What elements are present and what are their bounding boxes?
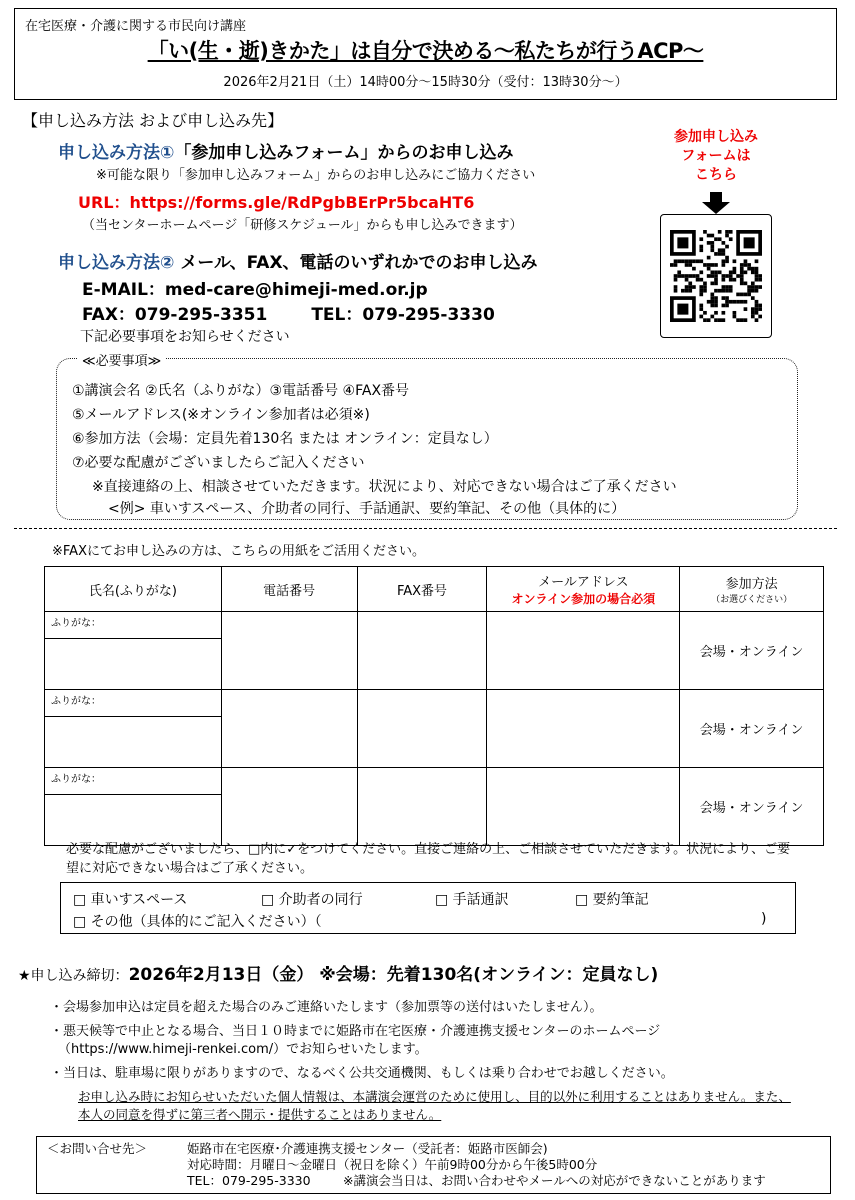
header-method-label: 参加方法: [725, 577, 778, 592]
requirement-line: ※直接連絡の上、相談させていただきます。状況により、対応できない場合はご了承ください: [92, 479, 677, 495]
section-heading: 【申し込み方法 および申し込み先】: [22, 111, 284, 130]
header-email: [487, 567, 680, 612]
event-datetime: 2026年2月21日（土）14時00分～15時30分（受付：13時30分～）: [223, 75, 628, 90]
cut-line: [14, 528, 837, 529]
header-email-required: オンライン参加の場合必須: [511, 592, 656, 606]
header-name: 氏名(ふりがな): [45, 567, 222, 612]
name-field[interactable]: [45, 639, 222, 690]
email-address[interactable]: E-MAIL：med-care@himeji-med.or.jp: [82, 280, 428, 300]
qr-label-line: フォームは: [681, 148, 751, 164]
name-field[interactable]: [45, 795, 222, 846]
other-close-paren: ): [761, 911, 767, 927]
required-note: 下記必要事項をお知らせください: [80, 329, 290, 345]
qr-code-icon[interactable]: [670, 230, 762, 322]
checkbox-wheelchair[interactable]: □ 車いすスペース: [73, 892, 188, 908]
homepage-note: （当センターホームページ「研修スケジュール」からも申し込みできます）: [82, 218, 523, 233]
requirement-line: ①講演会名 ②氏名（ふりがな）③電話番号 ④FAX番号: [72, 383, 410, 399]
method2-prefix: 申し込み方法②: [58, 253, 175, 273]
method2-title: メール、FAX、電話のいずれかでのお申し込み: [174, 253, 538, 273]
header-fax: FAX番号: [357, 567, 487, 612]
method1-heading: [58, 138, 514, 163]
requirement-line: ⑦必要な配慮がございましたらご記入ください: [72, 455, 365, 471]
fax-number: FAX：079-295-3351: [82, 305, 268, 325]
header-method: [680, 567, 824, 612]
requirements-title: ≪必要事項≫: [78, 350, 165, 369]
phone-field[interactable]: [221, 768, 357, 846]
header-email-label: メールアドレス: [538, 575, 629, 590]
email-field[interactable]: [487, 768, 680, 846]
event-title: 「い(生・逝)きかた」は自分で決める～私たちが行うACP～: [147, 39, 704, 63]
furigana-field[interactable]: ふりがな：: [45, 768, 222, 795]
checkbox-caregiver[interactable]: □ 介助者の同行: [261, 892, 363, 908]
checkbox-other[interactable]: □ その他（具体的にご記入ください）（: [73, 914, 322, 930]
phone-field[interactable]: [221, 612, 357, 690]
email-field[interactable]: [487, 612, 680, 690]
table-row: [45, 612, 824, 639]
method1-title: 「参加申し込みフォーム」からのお申し込み: [174, 143, 514, 163]
deadline: [18, 960, 658, 985]
requirement-line: <例> 車いすスペース、介助者の同行、手話通訳、要約筆記、その他（具体的に）: [108, 501, 626, 517]
method1-note: ※可能な限り「参加申し込みフォーム」からのお申し込みにご協力ください: [96, 168, 536, 183]
furigana-field[interactable]: ふりがな：: [45, 690, 222, 717]
fax-field[interactable]: [357, 612, 487, 690]
notice-item: ・会場参加申込は定員を超えた場合のみご連絡いたします（参加票等の送付はいたしません）。: [50, 1000, 603, 1015]
form-url-link[interactable]: URL：https://forms.gle/RdPgbBErPr5bcaHT6: [78, 193, 475, 212]
checkbox-summary-writing[interactable]: □ 要約筆記: [575, 892, 649, 908]
event-header: [14, 8, 837, 100]
qr-code-frame[interactable]: [660, 214, 772, 338]
fax-field[interactable]: [357, 690, 487, 768]
header-method-sub: （お選びください）: [711, 595, 793, 605]
table-row: [45, 690, 824, 717]
name-field[interactable]: [45, 717, 222, 768]
fax-form-note: ※FAXにてお申し込みの方は、こちらの用紙をご活用ください。: [52, 544, 425, 559]
consent-text: 必要な配慮がございましたら、□内に✓をつけてください。直接ご連絡の上、ご相談させていただきます。状況により、ご要望に対応できない場合はご了承ください。: [66, 842, 791, 876]
email-field[interactable]: [487, 690, 680, 768]
header-phone: 電話番号: [221, 567, 357, 612]
deadline-text: 2026年2月13日（金） ※会場：先着130名(オンライン：定員なし): [128, 965, 659, 985]
tel-number[interactable]: TEL：079-295-3330: [311, 305, 495, 325]
contact-hours: 対応時間：月曜日～金曜日（祝日を除く）午前9時00分から午後5時00分: [187, 1157, 598, 1172]
requirement-line: ⑤メールアドレス(※オンライン参加者は必須※): [72, 407, 370, 423]
table-row: [45, 768, 824, 795]
contact-box: [36, 1136, 831, 1194]
method-choice[interactable]: 会場・オンライン: [680, 612, 824, 690]
furigana-field[interactable]: ふりがな：: [45, 612, 222, 639]
fax-tel-line: [82, 300, 495, 325]
contact-org: 姫路市在宅医療･介護連携支援センター（受託者：姫路市医師会): [187, 1141, 548, 1156]
requirement-line: ⑥参加方法（会場：定員先着130名 または オンライン：定員なし）: [72, 431, 498, 447]
contact-tel[interactable]: TEL：079-295-3330: [187, 1173, 311, 1188]
fax-field[interactable]: [357, 768, 487, 846]
qr-label: [660, 128, 772, 185]
method1-prefix: 申し込み方法①: [58, 143, 175, 163]
accommodation-checkboxes: [60, 882, 796, 934]
privacy-notice: お申し込み時にお知らせいただいた個人情報は、本講演会運営のために使用し、目的以外に利用することはありません。また、本人の同意を得ずに第三者へ開示・提供することはありません。: [78, 1089, 791, 1122]
contact-note: ※講演会当日は、お問い合わせやメールへの対応ができないことがあります: [343, 1173, 766, 1188]
method2-heading: [58, 248, 538, 273]
notice-item: ・悪天候等で中止となる場合、当日１０時までに姫路市在宅医療・介護連携支援センターのホームページ: [50, 1024, 661, 1039]
event-subtitle: 在宅医療・介護に関する市民向け講座: [25, 19, 247, 34]
phone-field[interactable]: [221, 690, 357, 768]
method-choice[interactable]: 会場・オンライン: [680, 690, 824, 768]
fax-application-table: [44, 566, 824, 846]
method-choice[interactable]: 会場・オンライン: [680, 768, 824, 846]
table-header-row: [45, 567, 824, 612]
notice-item: （https://www.himeji-renkei.com/）でお知らせいたします。: [58, 1042, 428, 1057]
notice-item: ・当日は、駐車場に限りがありますので、なるべく公共交通機関、もしくは乗り合わせでお越しください。: [50, 1066, 674, 1081]
checkbox-sign-language[interactable]: □ 手話通訳: [435, 892, 509, 908]
deadline-label: ★申し込み締切：: [18, 968, 129, 984]
qr-label-line: 参加申し込み: [674, 129, 758, 145]
qr-label-line: こちら: [695, 167, 737, 183]
contact-label: ＜お問い合せ先＞: [47, 1141, 148, 1156]
